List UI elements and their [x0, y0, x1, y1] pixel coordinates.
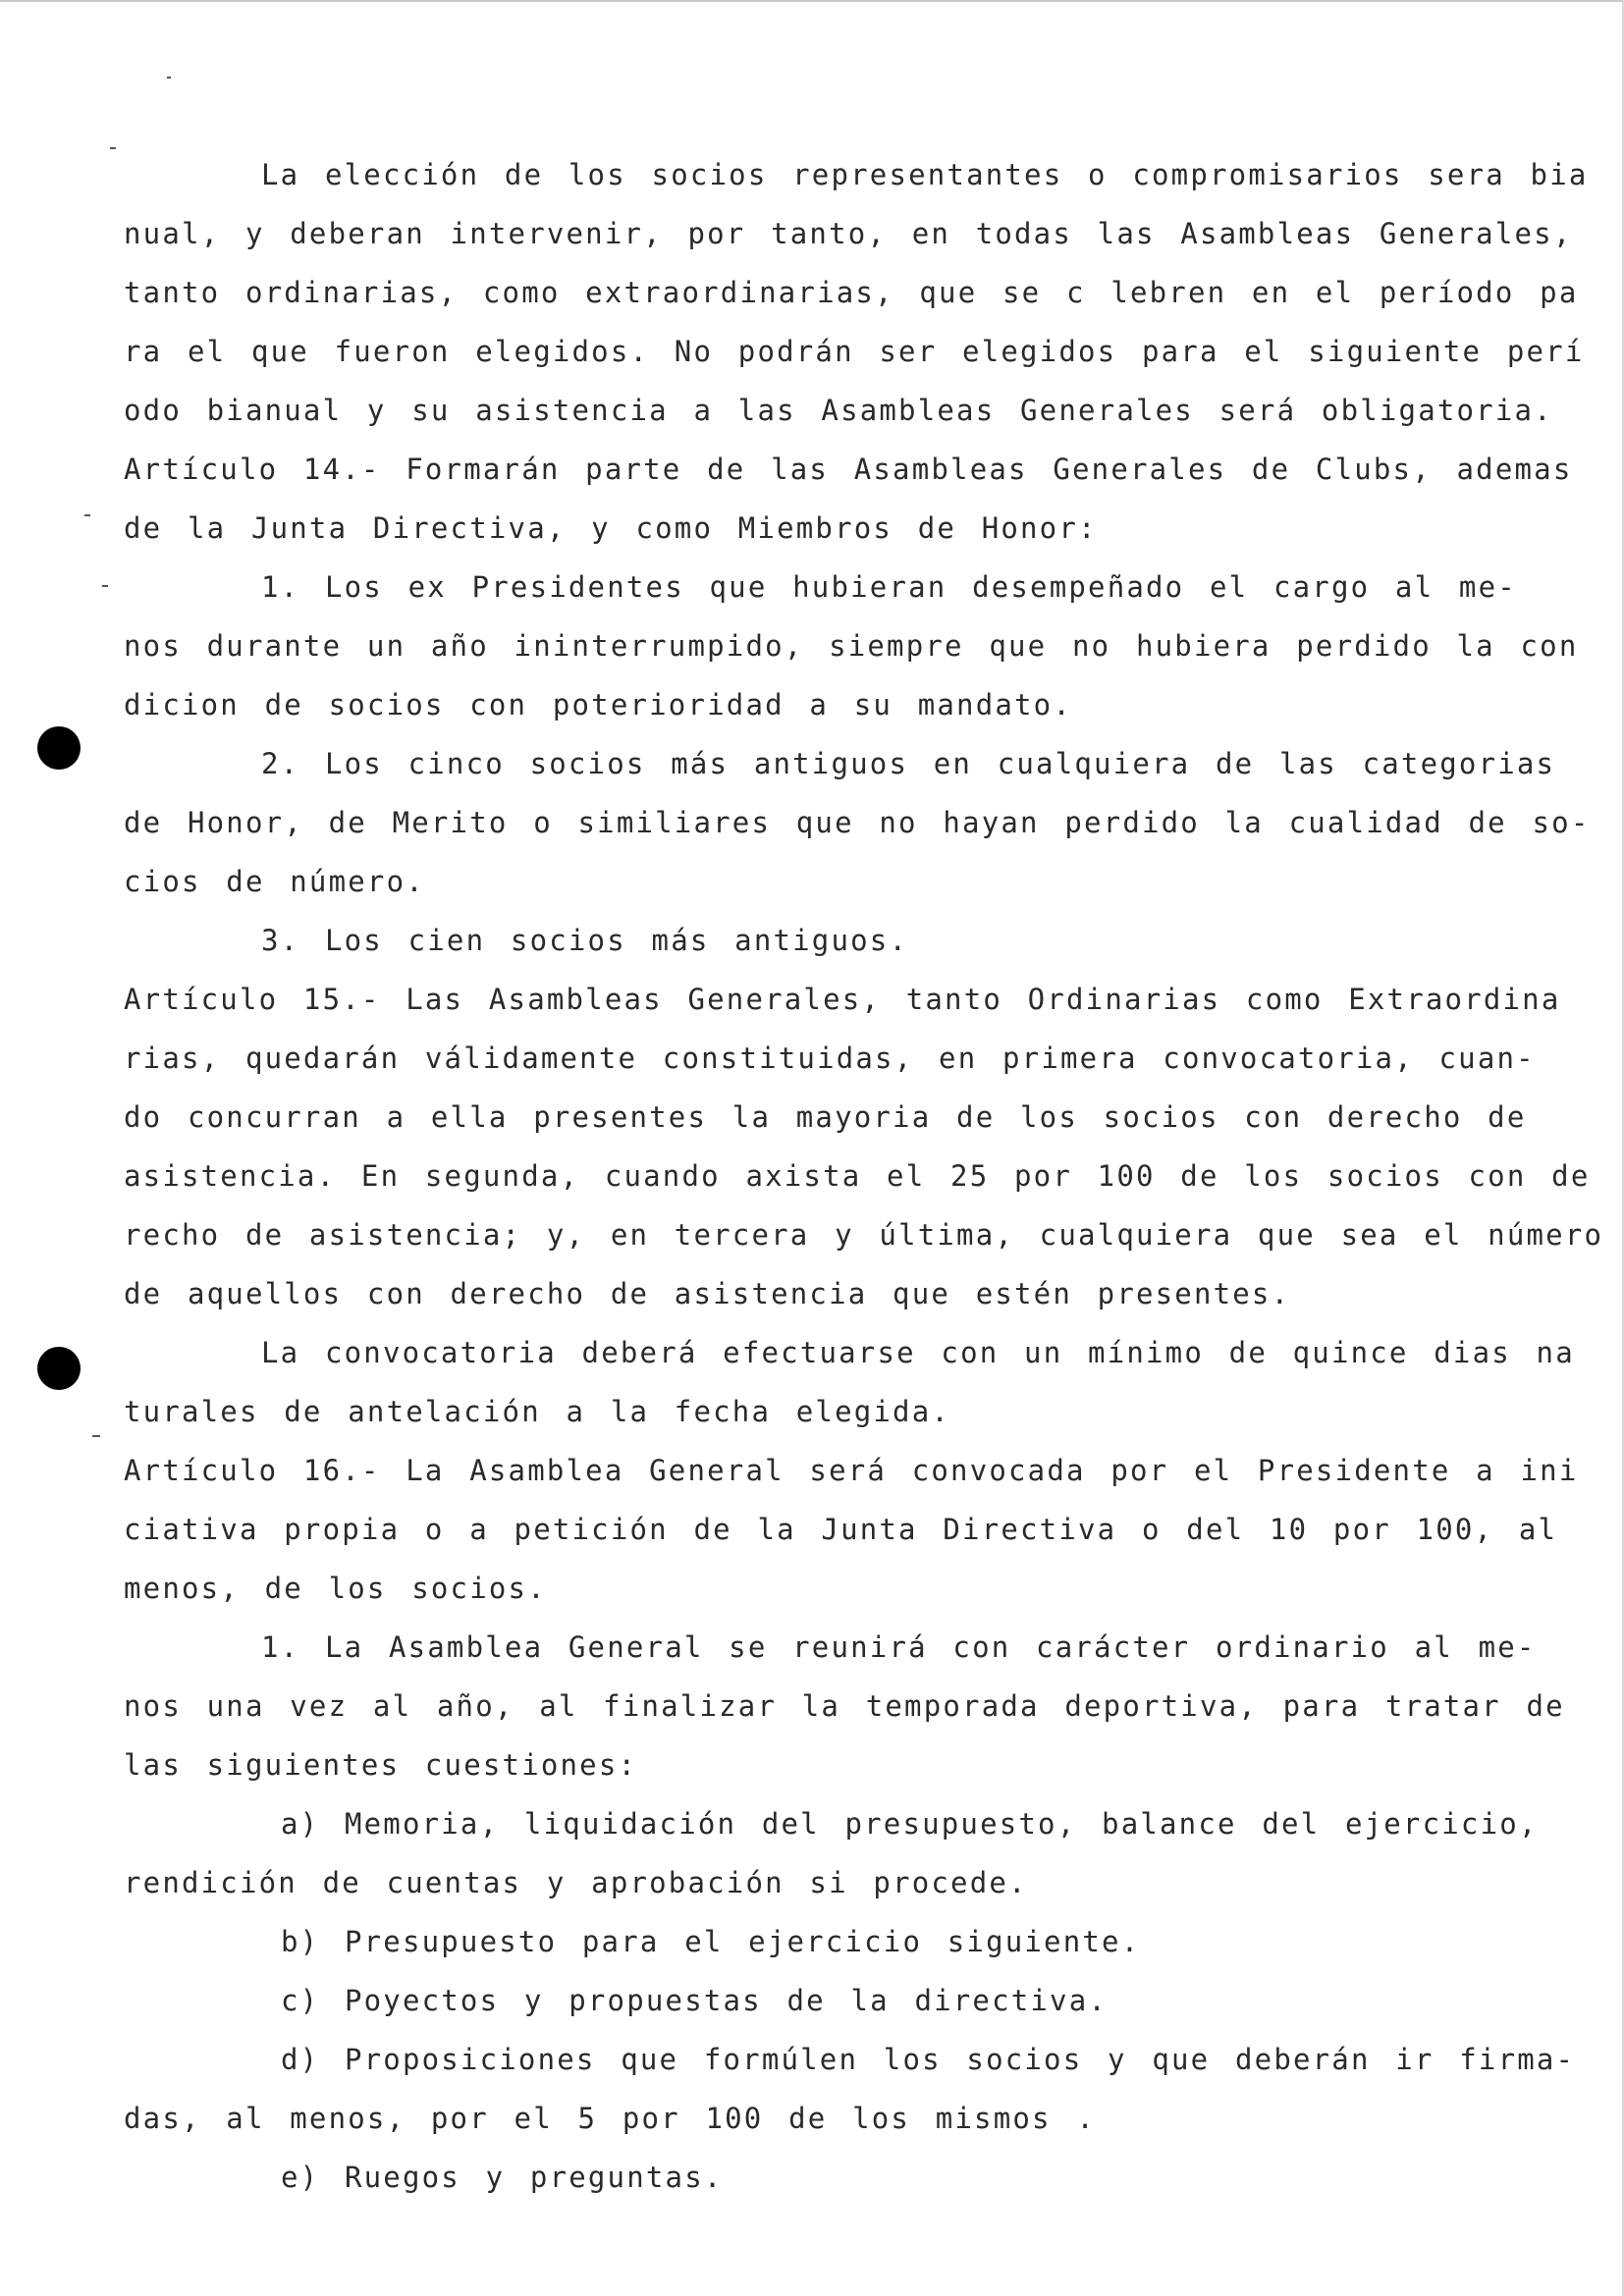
- sub-list-item: e) Ruegos y preguntas.: [281, 2161, 724, 2194]
- sub-list-item: d) Proposiciones que formúlen los socios y que deberán ir firma-: [281, 2043, 1576, 2076]
- punch-hole-icon: [37, 726, 81, 770]
- list-item: 3. Los cien socios más antiguos.: [261, 924, 909, 957]
- article-14-heading: Artículo 14.- Formarán parte de las Asambleas Generales de Clubs, ademas: [124, 453, 1573, 486]
- article-15-heading: Artículo 15.- Las Asambleas Generales, tanto Ordinarias como Extraordina: [124, 983, 1561, 1016]
- text-line: ciativa propia o a petición de la Junta Directiva o del 10 por 100, al: [124, 1513, 1558, 1546]
- text-line: de Honor, de Merito o similiares que no hayan perdido la cualidad de so-: [124, 806, 1591, 839]
- punch-hole-icon: [37, 1347, 81, 1390]
- text-line: turales de antelación a la fecha elegida.: [124, 1395, 951, 1428]
- text-line: menos, de los socios.: [124, 1572, 547, 1605]
- text-line: de aquellos con derecho de asistencia que estén presentes.: [124, 1277, 1291, 1310]
- text-line: tanto ordinarias, como extraordinarias, que se c lebren en el período pa: [124, 276, 1579, 309]
- article-16-heading: Artículo 16.- La Asamblea General será convocada por el Presidente a ini: [124, 1454, 1579, 1487]
- text-line: nos durante un año ininterrumpido, siempre que no hubiera perdido la con: [124, 629, 1579, 663]
- sub-list-item: b) Presupuesto para el ejercicio siguiente.: [281, 1925, 1141, 1958]
- sub-list-item: c) Poyectos y propuestas de la directiva.: [281, 1984, 1109, 2017]
- text-line: cios de número.: [124, 865, 425, 898]
- text-line: das, al menos, por el 5 por 100 de los mismos .: [124, 2102, 1096, 2135]
- text-line: rendición de cuentas y aprobación si procede.: [124, 1866, 1028, 1899]
- text-line: dicion de socios con poterioridad a su mandato.: [124, 688, 1072, 721]
- text-line: asistencia. En segunda, cuando axista el 25 por 100 de los socios con de: [124, 1159, 1591, 1193]
- text-line: de la Junta Directiva, y como Miembros de Honor:: [124, 511, 1098, 545]
- text-line: do concurran a ella presentes la mayoria de los socios con derecho de: [124, 1100, 1527, 1134]
- text-line: La elección de los socios representantes o compromisarios sera bia: [261, 158, 1589, 191]
- speck-mark: [110, 147, 116, 149]
- text-line: La convocatoria deberá efectuarse con un mínimo de quince dias na: [261, 1336, 1575, 1369]
- top-edge-line: [0, 0, 1624, 2]
- list-item: 1. Los ex Presidentes que hubieran desempeñado el cargo al me-: [261, 570, 1517, 604]
- text-line: nos una vez al año, al finalizar la temporada deportiva, para tratar de: [124, 1689, 1565, 1723]
- text-line: odo bianual y su asistencia a las Asambleas Generales será obligatoria.: [124, 394, 1553, 427]
- speck-mark: [167, 77, 171, 79]
- sub-list-item: a) Memoria, liquidación del presupuesto, balance del ejercicio,: [281, 1807, 1539, 1841]
- document-body: [124, 145, 1604, 2207]
- speck-mark: [84, 514, 90, 516]
- text-line: recho de asistencia; y, en tercera y última, cualquiera que sea el número: [124, 1218, 1604, 1252]
- text-line: rias, quedarán válidamente constituidas, en primera convocatoria, cuan-: [124, 1041, 1536, 1075]
- list-item: 1. La Asamblea General se reunirá con carácter ordinario al me-: [261, 1630, 1537, 1664]
- speck-mark: [92, 1435, 100, 1437]
- speck-mark: [102, 585, 108, 587]
- text-line: las siguientes cuestiones:: [124, 1748, 638, 1782]
- text-line: nual, y deberan intervenir, por tanto, en todas las Asambleas Generales,: [124, 217, 1573, 250]
- list-item: 2. Los cinco socios más antiguos en cualquiera de las categorias: [261, 747, 1556, 780]
- text-line: ra el que fueron elegidos. No podrán ser elegidos para el siguiente perí: [124, 335, 1585, 368]
